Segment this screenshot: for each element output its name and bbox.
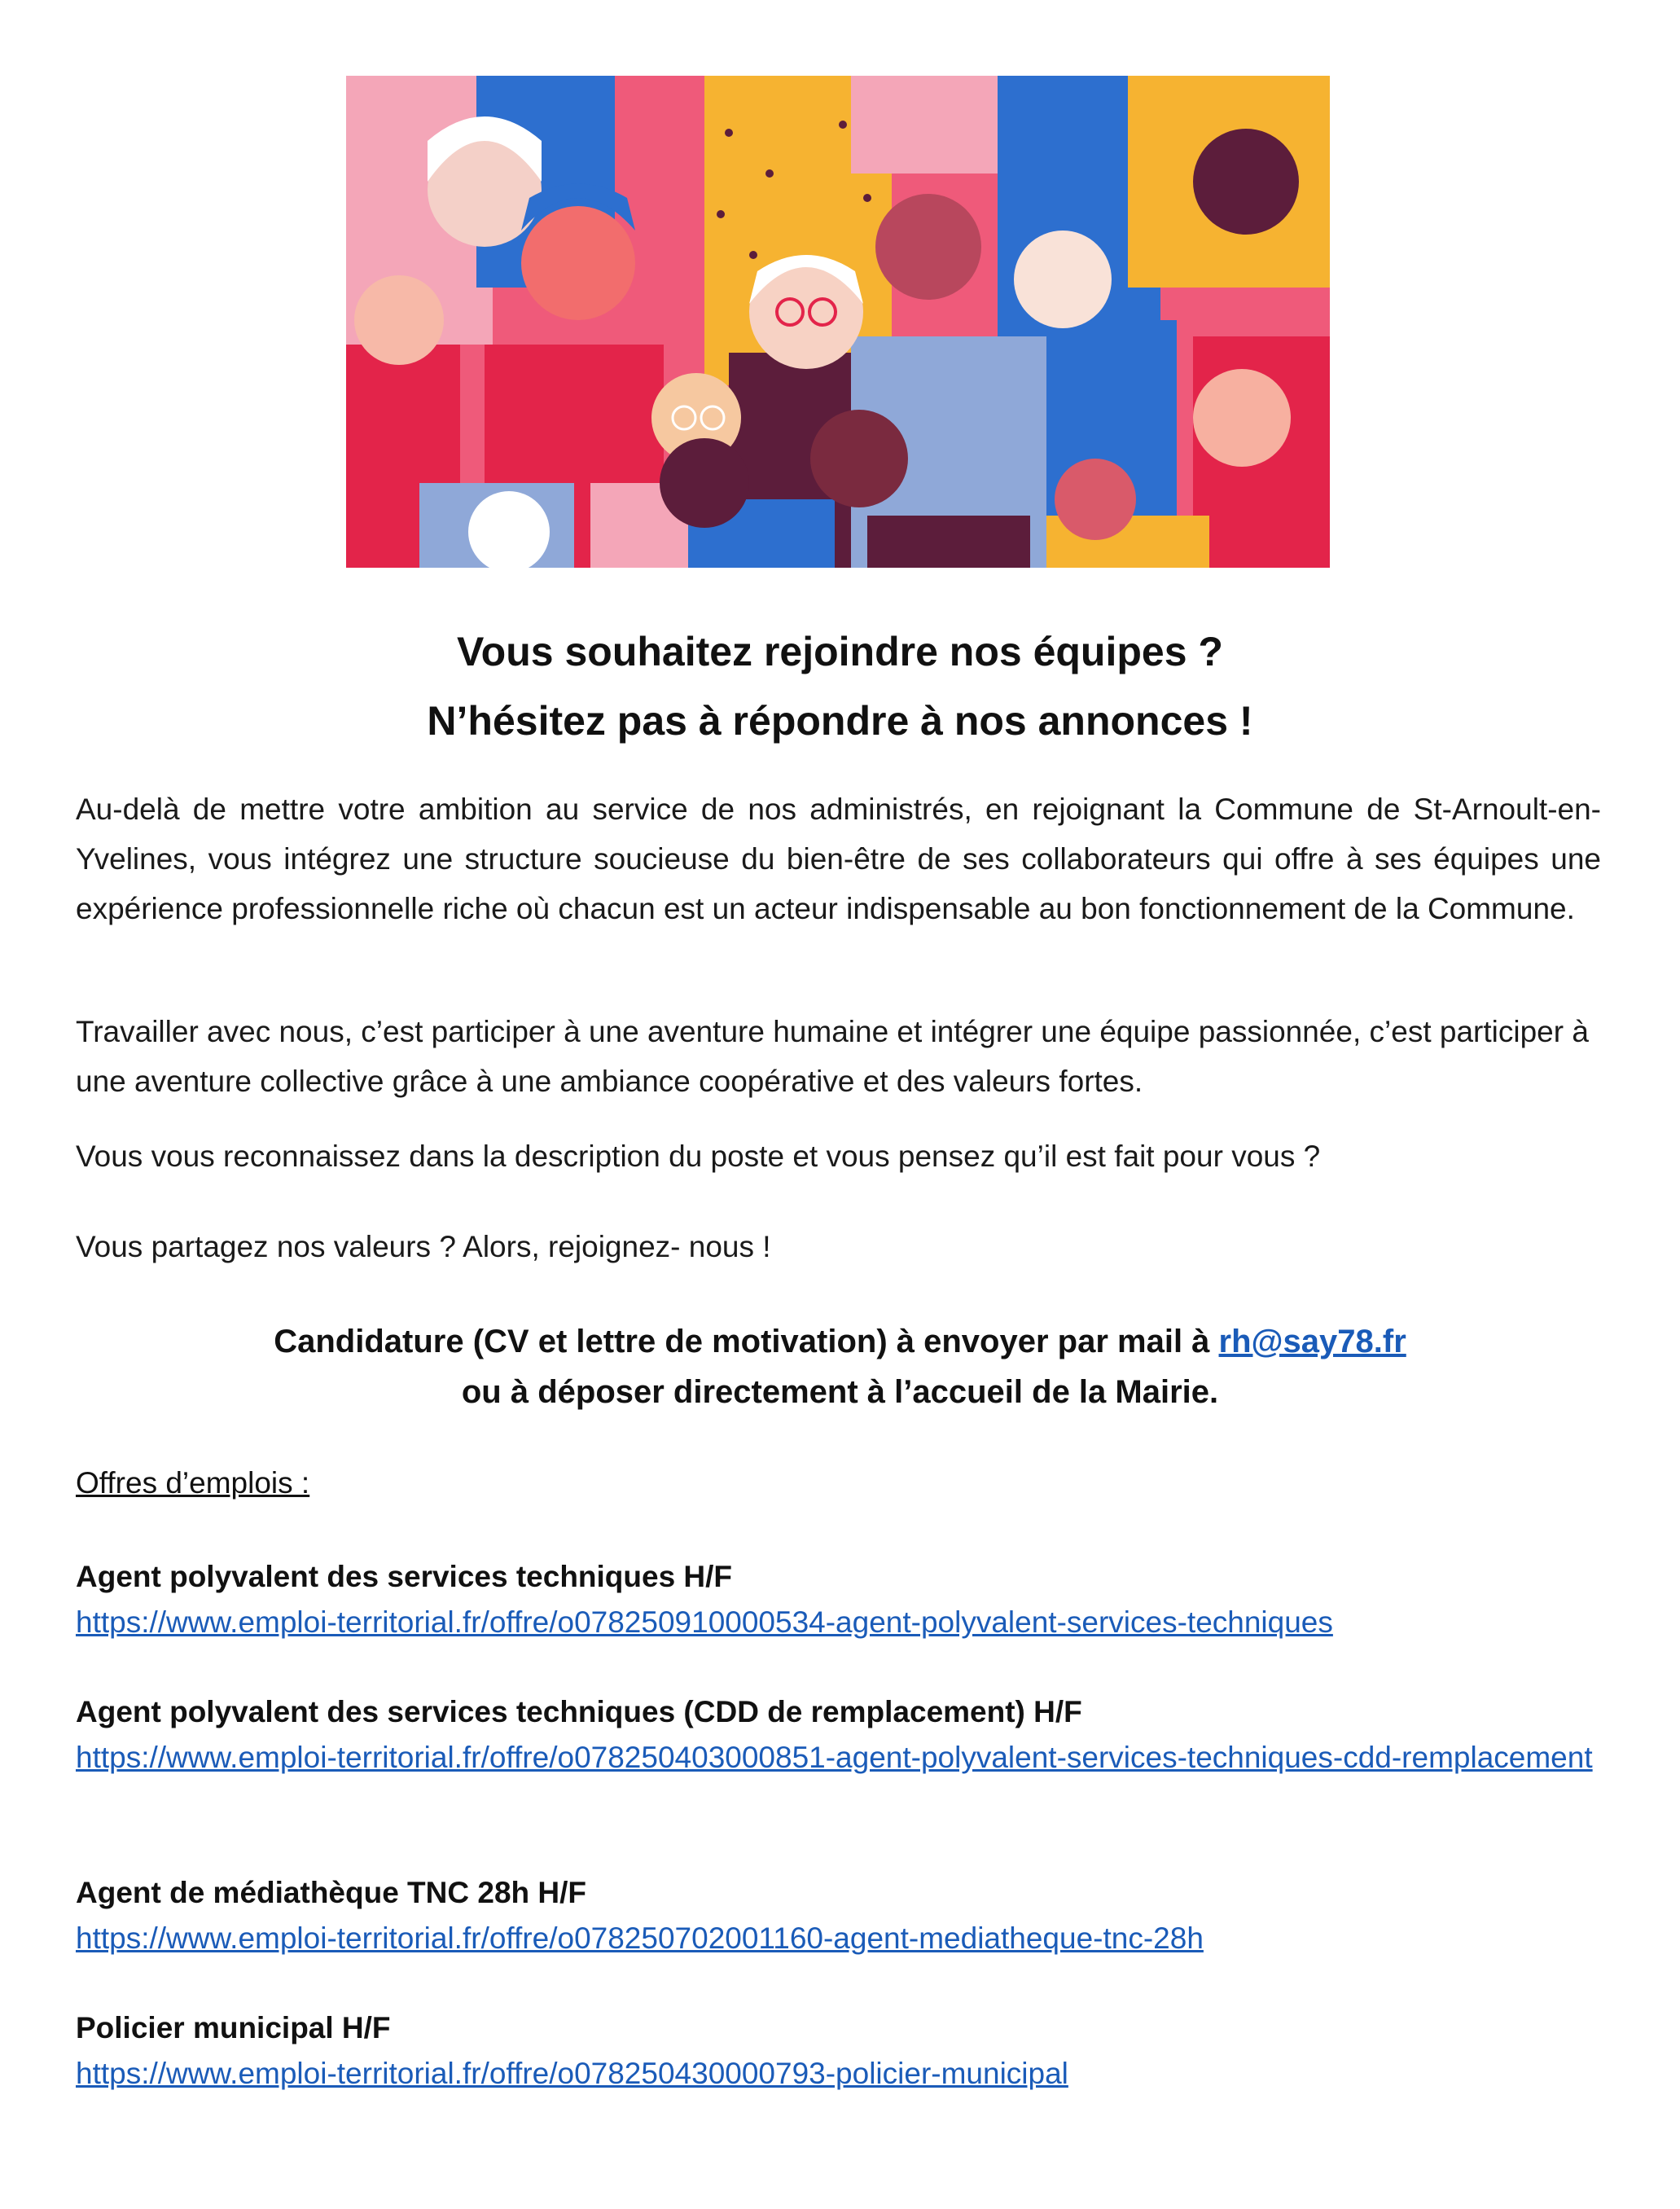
question-paragraph: Vous vous reconnaissez dans la description du poste et vous pensez qu’il est fait pour vous ? <box>76 1140 1321 1173</box>
job-offer <box>76 1554 1607 1645</box>
page-title-line-1: Vous souhaitez rejoindre nos équipes ? <box>457 629 1223 674</box>
application-alternative: ou à déposer directement à l’accueil de la Mairie. <box>461 1374 1219 1410</box>
job-offer-link[interactable]: https://www.emploi-territorial.fr/offre/o078250910000534-agent-polyvalent-services-techniques <box>76 1605 1333 1639</box>
people-group-image <box>346 76 1330 568</box>
job-offer-link[interactable]: https://www.emploi-territorial.fr/offre/o078250403000851-agent-polyvalent-services-techniques-cdd-remplacement <box>76 1741 1593 1774</box>
job-offers-heading: Offres d’emplois : <box>76 1466 310 1500</box>
job-offer-title: Agent polyvalent des services techniques (CDD de remplacement) H/F <box>76 1695 1082 1728</box>
team-paragraph: Travailler avec nous, c’est participer à une aventure humaine et intégrer une équipe passionnée, c’est participer à une aventure collective grâce à une ambiance coopérative et des valeurs fortes. <box>76 1015 1589 1098</box>
application-instructions <box>0 1317 1680 1366</box>
job-offer <box>76 2005 1607 2097</box>
job-offer-title: Agent polyvalent des services techniques H/F <box>76 1560 733 1593</box>
job-offer-link[interactable]: https://www.emploi-territorial.fr/offre/o078250430000793-policier-municipal <box>76 2057 1068 2090</box>
crowd-illustration <box>346 76 1330 568</box>
application-text: Candidature (CV et lettre de motivation) à envoyer par mail à <box>274 1324 1219 1359</box>
page-title-line-2: N’hésitez pas à répondre à nos annonces ! <box>427 698 1253 744</box>
email-link[interactable]: rh@say78.fr <box>1218 1324 1406 1359</box>
job-offer-link[interactable]: https://www.emploi-territorial.fr/offre/o078250702001160-agent-mediatheque-tnc-28h <box>76 1921 1204 1955</box>
intro-paragraph: Au-delà de mettre votre ambition au service de nos administrés, en rejoignant la Commune de St-Arnoult-en-Yvelines, vous intégrez une structure soucieuse du bien-être de ses collaborateurs qui offre à ses équipes une expérience professionnelle riche où chacun est un acteur indispensable au bon fonctionnement de la Commune. <box>76 793 1601 925</box>
job-offer <box>76 1689 1607 1781</box>
values-paragraph: Vous partagez nos valeurs ? Alors, rejoignez- nous ! <box>76 1230 771 1263</box>
job-offer-title: Agent de médiathèque TNC 28h H/F <box>76 1876 587 1909</box>
job-offer <box>76 1870 1607 1961</box>
job-offer-title: Policier municipal H/F <box>76 2011 391 2044</box>
